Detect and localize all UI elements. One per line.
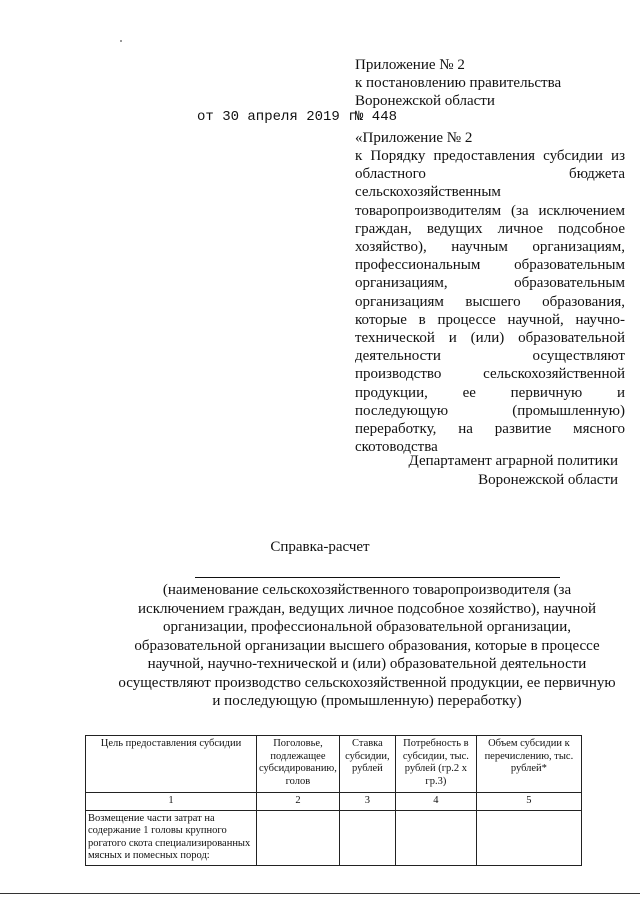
appendix-line: Приложение № 2 [355, 57, 465, 73]
inner-line: переработку, на развитие мясного [355, 421, 625, 438]
caption-line: организации, профессиональной образовательной организации, [162, 619, 571, 635]
column-number-row [86, 793, 582, 811]
table-cell [395, 810, 476, 865]
column-number: 4 [395, 793, 476, 811]
subsidy-table [85, 735, 582, 866]
name-caption [112, 581, 622, 711]
appendix-line: Воронежской области [355, 93, 495, 110]
inner-line: скотоводства [355, 439, 438, 456]
inner-line: товаропроизводителям (за исключением [355, 202, 625, 219]
table-row [86, 810, 582, 865]
inner-line: сельскохозяйственным [355, 184, 501, 201]
header-cell: Ставка субсидии, рублей [339, 736, 395, 793]
table-header-row [86, 736, 582, 793]
header-cell: Объем субсидии к перечислению, тыс. рублей* [476, 736, 581, 793]
inner-line: производство сельскохозяйственной [355, 366, 625, 383]
column-number: 2 [257, 793, 340, 811]
table-cell [257, 810, 340, 865]
department-name: Департамент аграрной политики [408, 453, 618, 469]
scan-speck [120, 40, 122, 42]
caption-line: образовательной организации высшего образования, которые в процессе [134, 637, 600, 654]
inner-line: хозяйство), научным организациям, [355, 239, 625, 256]
inner-line: областного бюджета [355, 166, 625, 183]
department-addressee [409, 452, 618, 489]
inner-appendix-title: «Приложение № 2 [355, 129, 473, 146]
resolution-date: от 30 апреля 2019 г. [197, 109, 366, 125]
page-edge-line [0, 893, 640, 894]
header-cell: Поголовье, подлежащее субсидированию, голов [257, 736, 340, 793]
inner-line: последующую (промышленную) [355, 402, 625, 419]
table-cell: Возмещение части затрат на содержание 1 головы крупного рогатого скота специализированных мясных и помесных пород: [86, 810, 257, 865]
inner-line: организациям высшего образования, [355, 293, 625, 310]
column-number: 3 [339, 793, 395, 811]
name-fill-line [195, 577, 560, 578]
caption-line: и последующую (промышленную) переработку) [212, 693, 522, 709]
column-number: 1 [86, 793, 257, 811]
header-cell: Цель предоставления субсидии [86, 736, 257, 793]
inner-line: которые в процессе научной, научно- [355, 311, 625, 328]
table-cell [339, 810, 395, 865]
resolution-number: № 448 [355, 109, 398, 125]
header-cell: Потребность в субсидии, тыс. рублей (гр.2 х гр.3) [395, 736, 476, 793]
inner-line: деятельности осуществляют [355, 348, 625, 365]
inner-line: граждан, ведущих личное подсобное [355, 220, 625, 237]
inner-line: к Порядку предоставления субсидии из [355, 148, 625, 165]
document-title: Справка-расчет [270, 539, 370, 555]
inner-line: организациям, образовательным [355, 275, 625, 292]
caption-line: научной, научно-технической и (или) образовательной деятельности [147, 656, 587, 672]
inner-line: технической и (или) образовательной [355, 330, 625, 347]
inner-line: профессиональным образовательным [355, 257, 625, 274]
caption-line: исключением граждан, ведущих личное подсобное хозяйство), научной [138, 600, 596, 617]
table-cell [476, 810, 581, 865]
appendix-line: к постановлению правительства [355, 75, 562, 92]
column-number: 5 [476, 793, 581, 811]
caption-line: осуществляют производство сельскохозяйственной продукции, ее первичную [118, 674, 616, 691]
caption-line: (наименование сельскохозяйственного товаропроизводителя (за [162, 582, 572, 598]
inner-line: продукции, ее первичную и [355, 384, 625, 401]
department-region: Воронежской области [478, 471, 618, 488]
